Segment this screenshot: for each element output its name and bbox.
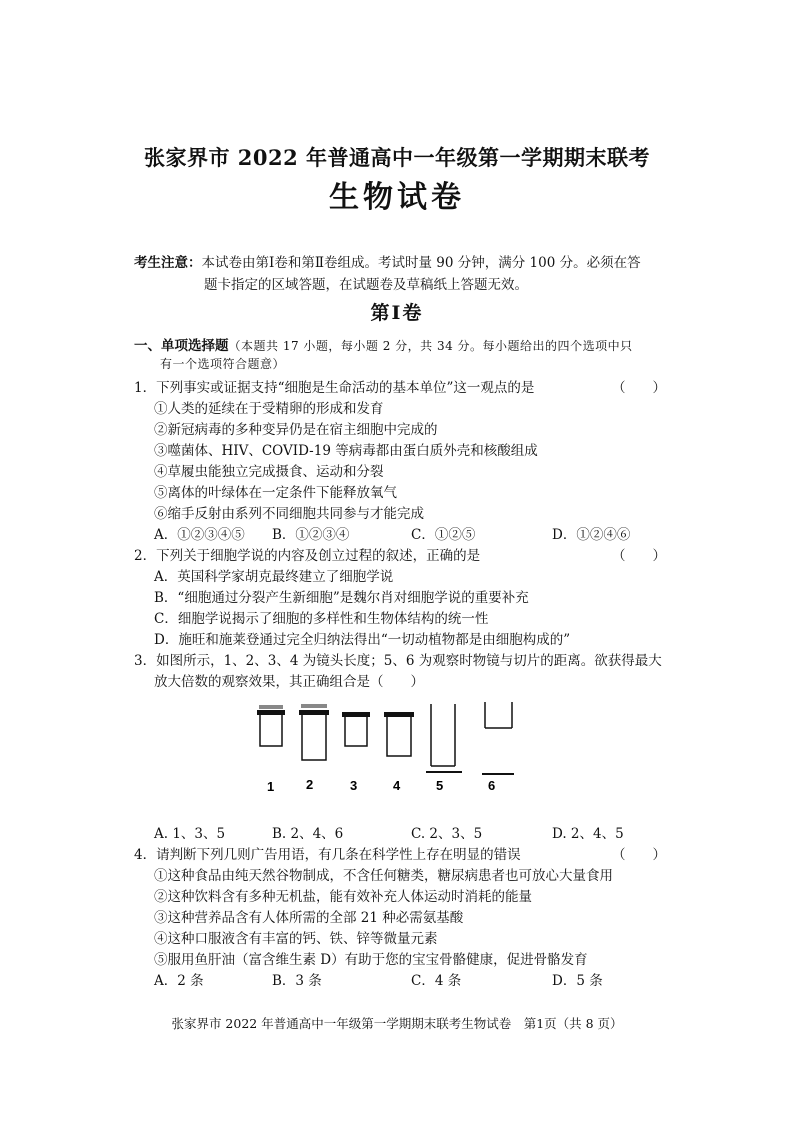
distance-6 — [482, 702, 514, 774]
objective-3 — [342, 712, 370, 746]
q1-item-2: ②新冠病毒的多种变异仍是在宿主细胞中完成的 — [154, 422, 438, 438]
q2-option-a: A．英国科学家胡克最终建立了细胞学说 — [154, 569, 394, 585]
distance-5 — [426, 704, 462, 772]
q3-option-c: C. 2、3、5 — [411, 826, 483, 842]
eyepiece-1 — [257, 706, 285, 746]
q4-item-5: ⑤服用鱼肝油（富含维生素 D）有助于您的宝宝骨骼健康，促进骨骼发育 — [154, 952, 588, 968]
q1-answer-paren: （ ） — [612, 380, 666, 396]
q4-item-3: ③这种营养品含有人体所需的全部 21 种必需氨基酸 — [154, 910, 464, 926]
q4-option-b: B．3 条 — [272, 973, 322, 989]
q2-stem: 2．下列关于细胞学说的内容及创立过程的叙述，正确的是 — [134, 548, 481, 564]
page-footer: 张家界市 2022 年普通高中一年级第一学期期末联考生物试卷 第1页（共 8 页） — [171, 1016, 623, 1031]
q3-stem-2: 放大倍数的观察效果，其正确组合是（ ） — [154, 674, 424, 690]
q1-option-a: A．①②③④⑤ — [154, 527, 245, 543]
q2-answer-paren: （ ） — [612, 548, 666, 564]
q4-stem: 4．请判断下列几则广告用语，有几条在科学性上存在明显的错误 — [134, 847, 521, 863]
objective-4 — [384, 712, 414, 756]
notice-label: 考生注意： — [134, 255, 202, 271]
q4-option-a: A．2 条 — [154, 973, 204, 989]
q1-item-4: ④草履虫能独立完成摄食、运动和分裂 — [154, 464, 384, 480]
q1-item-3: ③噬菌体、HIV、COVID-19 等病毒都由蛋白质外壳和核酸组成 — [154, 443, 538, 459]
q3-stem-1: 3．如图所示，1、2、3、4 为镜头长度；5、6 为观察时物镜与切片的距离。欲获得最大 — [134, 653, 662, 669]
lens-figure — [250, 700, 530, 800]
q4-option-d: D．5 条 — [552, 973, 603, 989]
q3-option-b: B. 2、4、6 — [272, 826, 344, 842]
q1-item-6: ⑥缩手反射由系列不同细胞共同参与才能完成 — [154, 506, 424, 522]
q1-stem: 1．下列事实或证据支持“细胞是生命活动的基本单位”这一观点的是 — [134, 380, 535, 396]
figure-label-2: 2 — [306, 777, 314, 792]
section-desc-2: 有一个选项符合题意） — [160, 357, 286, 371]
q4-item-1: ①这种食品由纯天然谷物制成，不含任何糖类，糖尿病患者也可放心大量食用 — [154, 868, 613, 884]
figure-label-1: 1 — [267, 779, 275, 794]
q3-option-a: A. 1、3、5 — [154, 826, 226, 842]
figure-label-3: 3 — [350, 778, 358, 793]
q4-item-4: ④这种口服液含有丰富的钙、铁、锌等微量元素 — [154, 931, 438, 947]
q2-option-d: D．施旺和施莱登通过完全归纳法得出“一切动植物都是由细胞构成的” — [154, 632, 571, 648]
q4-option-c: C．4 条 — [411, 973, 462, 989]
figure-label-4: 4 — [393, 778, 401, 793]
q3-option-d: D. 2、4、5 — [552, 826, 624, 842]
q2-option-b: B．“细胞通过分裂产生新细胞”是魏尔肖对细胞学说的重要补充 — [154, 590, 529, 606]
notice-text-1: 本试卷由第Ⅰ卷和第Ⅱ卷组成。考试时量 90 分钟，满分 100 分。必须在答 — [201, 255, 641, 271]
exam-subject: 生物试卷 — [329, 180, 465, 215]
notice-line-1 — [134, 253, 641, 273]
section-desc-1: （本题共 17 小题，每小题 2 分，共 34 分。每小题给出的四个选项中只 — [228, 339, 633, 353]
q1-item-5: ⑤离体的叶绿体在一定条件下能释放氧气 — [154, 485, 397, 501]
q2-option-c: C．细胞学说揭示了细胞的多样性和生物体结构的统一性 — [154, 611, 489, 627]
q1-option-c: C．①②⑤ — [411, 527, 476, 543]
exam-title: 张家界市 2022 年普通高中一年级第一学期期末联考 — [143, 145, 651, 170]
figure-label-5: 5 — [436, 778, 444, 793]
part-title: 第Ⅰ卷 — [370, 302, 424, 324]
section-label: 一、单项选择题 — [134, 338, 229, 354]
q4-answer-paren: （ ） — [612, 847, 666, 863]
notice-line-2: 题卡指定的区域答题，在试题卷及草稿纸上答题无效。 — [204, 277, 528, 293]
q1-item-1: ①人类的延续在于受精卵的形成和发育 — [154, 401, 384, 417]
eyepiece-2 — [299, 705, 329, 760]
figure-label-6: 6 — [488, 778, 496, 793]
q1-option-d: D．①②④⑥ — [552, 527, 631, 543]
q1-option-b: B．①②③④ — [272, 527, 350, 543]
section-heading — [134, 334, 633, 354]
q4-item-2: ②这种饮料含有多种无机盐，能有效补充人体运动时消耗的能量 — [154, 889, 532, 905]
